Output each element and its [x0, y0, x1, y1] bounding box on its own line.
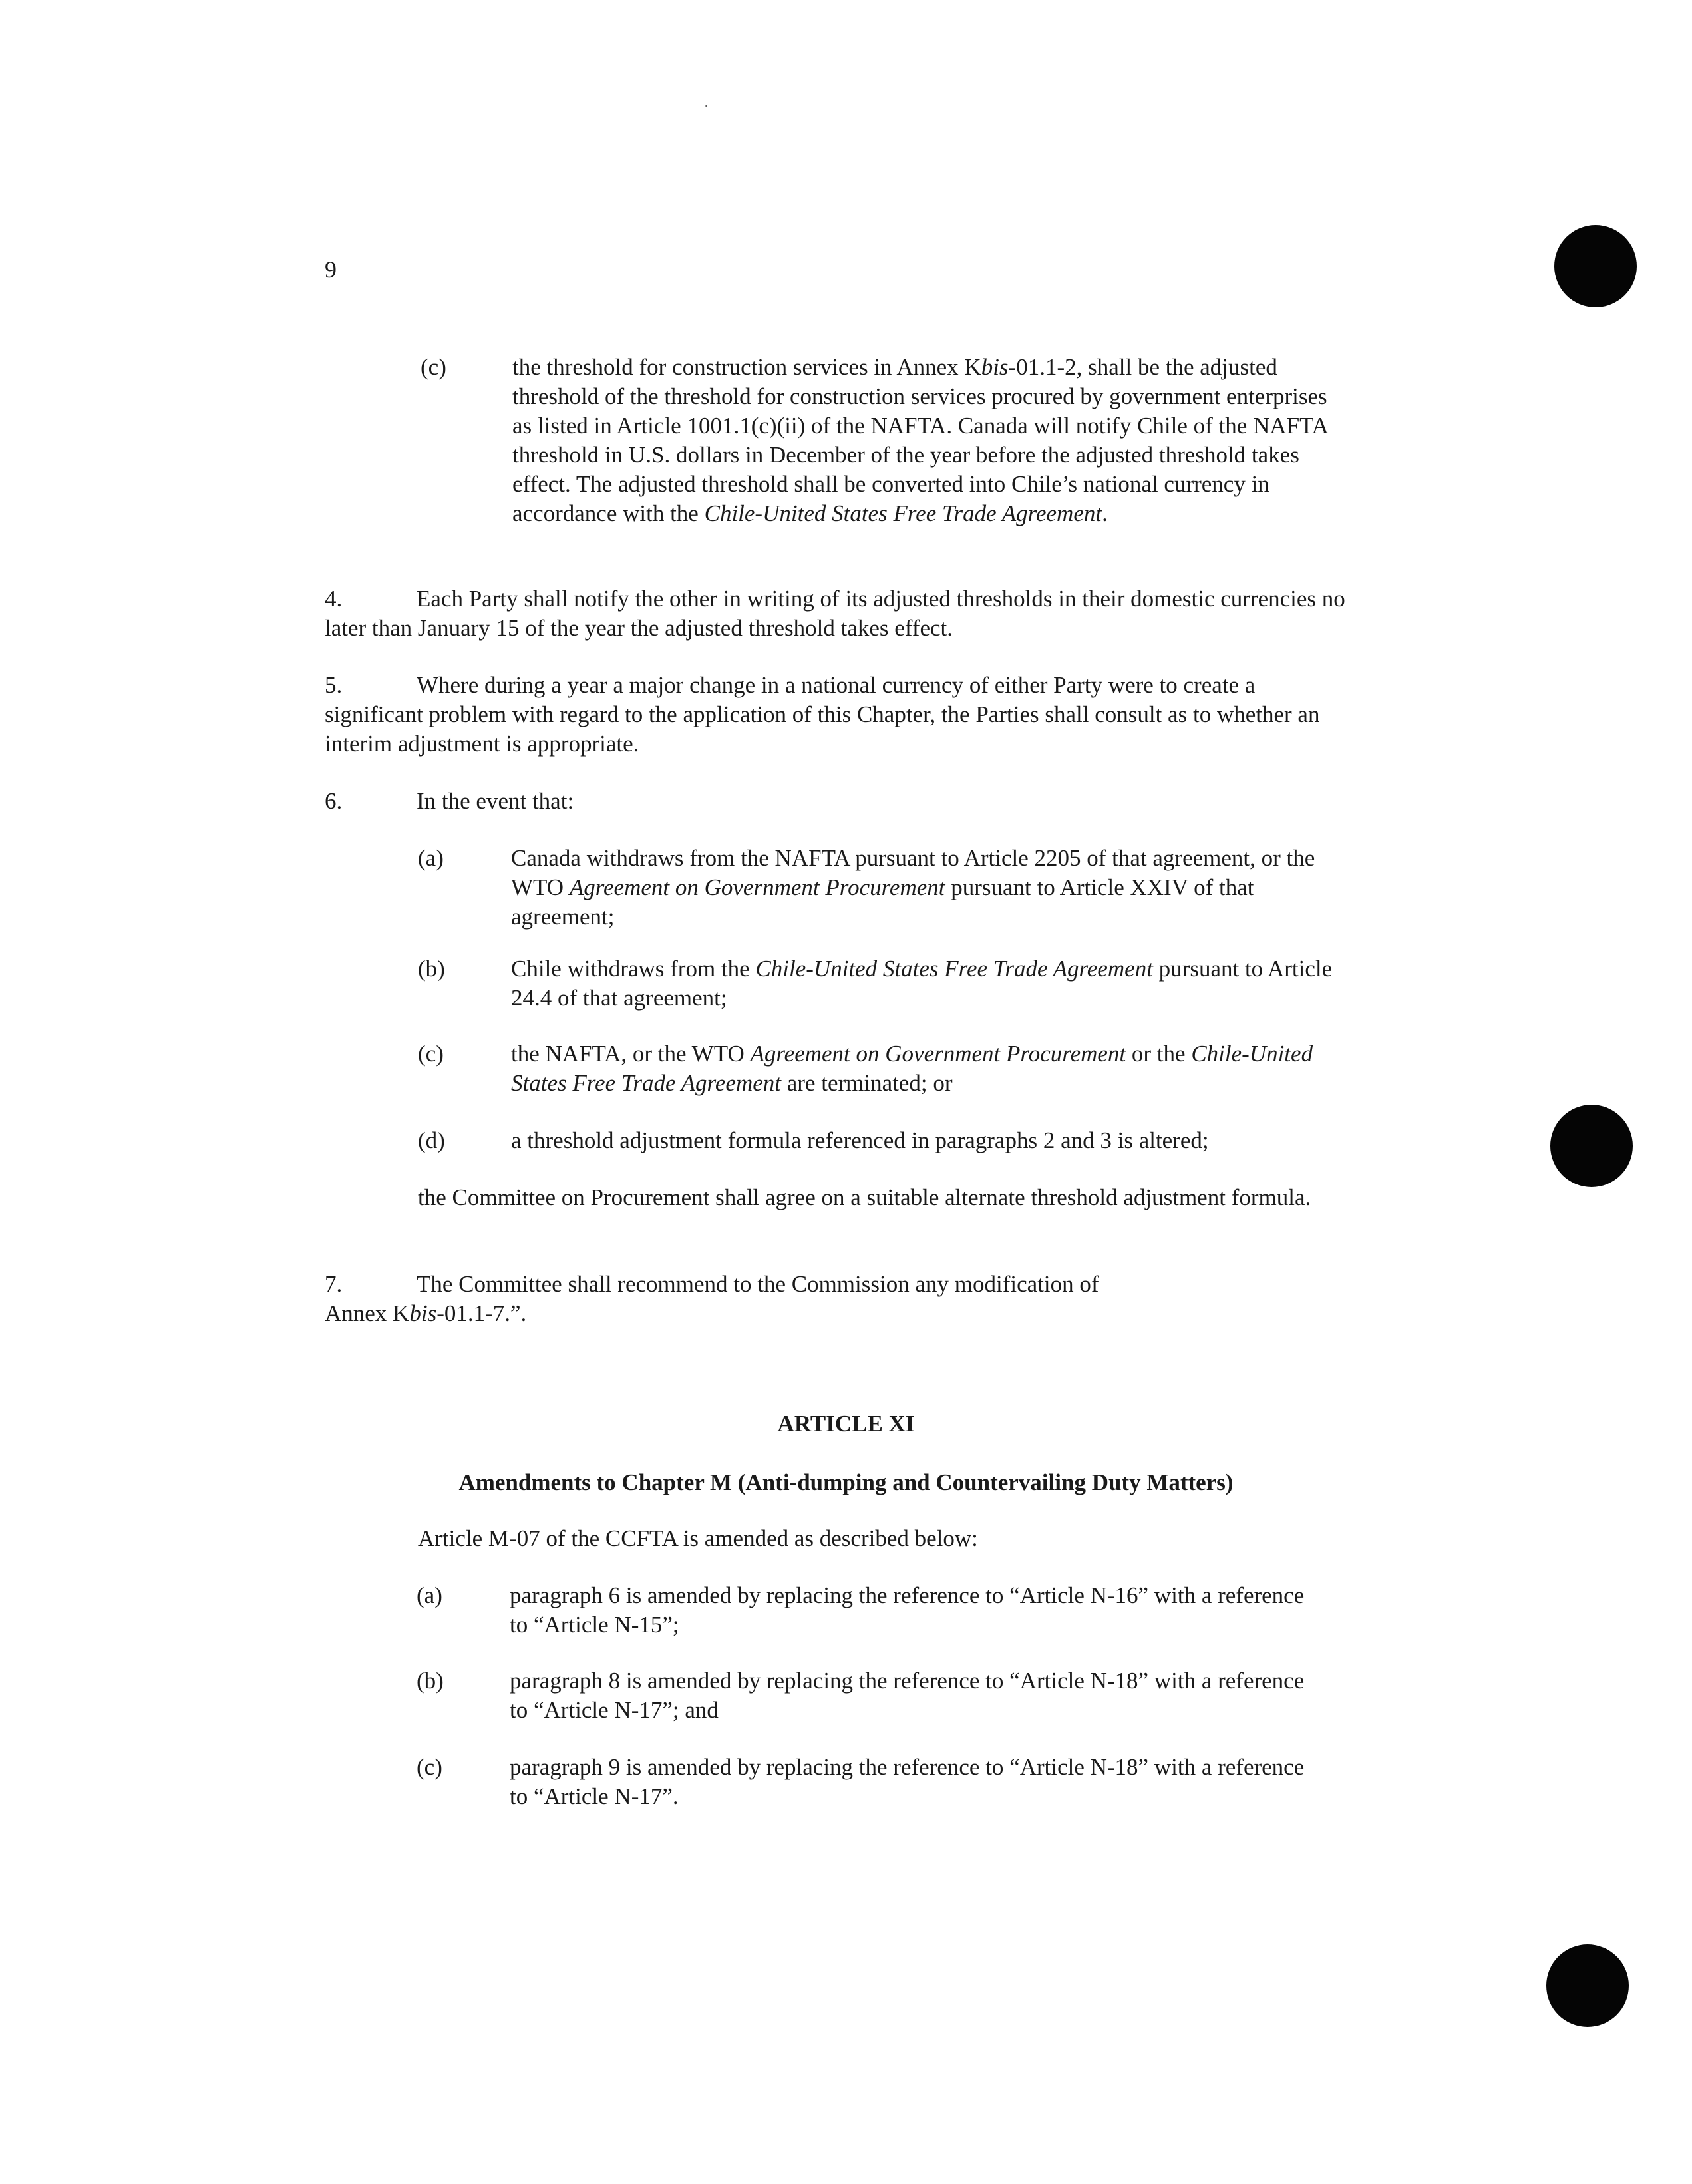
paragraph-6a-text: Canada withdraws from the NAFTA pursuant to Article 2205 of that agreement, or the WTO Agreement on Government Procurement pursuant to Article XXIV of that agreement;	[511, 845, 1315, 930]
paragraph-number: 4.	[325, 586, 343, 612]
paragraph-4: 4. Each Party shall notify the other in writing of its adjusted thresholds in their domestic currencies no later than January 15 of the year the adjusted threshold takes effect.	[325, 586, 1345, 641]
article-subtitle: Amendments to Chapter M (Anti-dumping and Countervailing Duty Matters)	[458, 1469, 1234, 1495]
amendment-item-b: paragraph 8 is amended by replacing the reference to “Article N-18” with a reference to “Article N-17”; and	[510, 1668, 1305, 1723]
paragraph-number: 6.	[325, 788, 343, 814]
item-label: (c)	[418, 1041, 444, 1067]
article-intro: Article M-07 of the CCFTA is amended as described below:	[418, 1525, 978, 1551]
item-label: (d)	[418, 1127, 445, 1153]
amendment-item-c: paragraph 9 is amended by replacing the reference to “Article N-18” with a reference to “Article N-17”.	[510, 1754, 1305, 1809]
binder-hole-middle	[1550, 1105, 1633, 1187]
item-label: (c)	[417, 1754, 442, 1780]
paragraph-6-closing: the Committee on Procurement shall agree on a suitable alternate threshold adjustment formula.	[418, 1184, 1311, 1210]
item-label: (a)	[418, 845, 444, 871]
item-label: (c)	[421, 354, 446, 380]
paragraph-6d-text: a threshold adjustment formula referenced in paragraphs 2 and 3 is altered;	[511, 1127, 1209, 1153]
paragraph-5: 5. Where during a year a major change in a national currency of either Party were to create a significant problem with regard to the application of this Chapter, the Parties shall consult as to whether an interim adjustment is appropriate.	[325, 672, 1320, 757]
binder-hole-top	[1554, 225, 1637, 307]
paragraph-7: 7. The Committee shall recommend to the Commission any modification of Annex Kbis-01.1-7.”.	[325, 1271, 1099, 1326]
binder-hole-bottom	[1546, 1944, 1629, 2027]
item-label: (a)	[417, 1582, 442, 1608]
paragraph-number: 7.	[325, 1271, 343, 1297]
scan-speck	[705, 105, 707, 107]
paragraph-number: 5.	[325, 672, 343, 698]
paragraph-6c-text: the NAFTA, or the WTO Agreement on Government Procurement or the Chile-United States Free Trade Agreement are terminated; or	[511, 1041, 1313, 1096]
paragraph-6b-text: Chile withdraws from the Chile-United States Free Trade Agreement pursuant to Article 24.4 of that agreement;	[511, 956, 1333, 1011]
article-title: ARTICLE XI	[777, 1411, 915, 1437]
paragraph-6-intro: 6. In the event that:	[325, 787, 1349, 816]
page-number: 9	[325, 256, 337, 283]
amendment-item-a: paragraph 6 is amended by replacing the reference to “Article N-16” with a reference to “Article N-15”;	[510, 1582, 1305, 1638]
item-label: (b)	[418, 956, 445, 982]
paragraph-3c-text: the threshold for construction services in Annex Kbis-01.1-2, shall be the adjusted threshold of the threshold for construction services procured by government enterprises as listed in Article 1001.1(c)(ii) of the NAFTA. Canada will notify Chile of the NAFTA threshold in U.S. dollars in December of the year before the adjusted threshold takes effect. The adjusted threshold shall be converted into Chile’s national currency in accordance with the Chile-United States Free Trade Agreement.	[512, 354, 1328, 526]
item-label: (b)	[417, 1668, 444, 1694]
